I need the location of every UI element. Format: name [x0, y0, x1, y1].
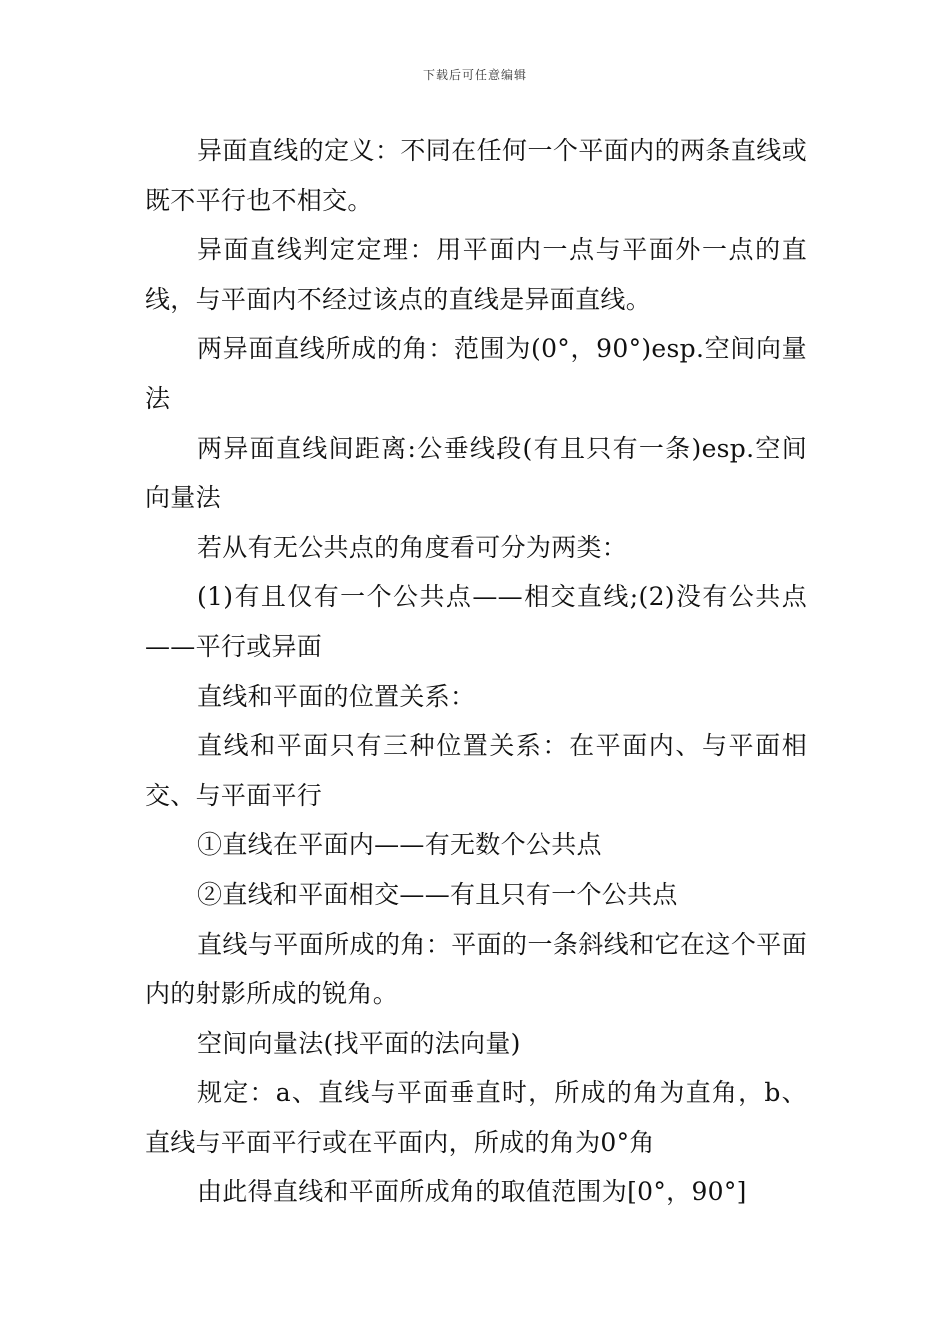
paragraph-line-plane-heading: 直线和平面的位置关系：: [197, 681, 476, 711]
paragraph-line-plane-relations: 直线和平面只有三种位置关系：在平面内、与平面相交、与平面平行: [145, 731, 807, 810]
paragraph-rules: 规定：a、直线与平面垂直时，所成的角为直角，b、直线与平面平行或在平面内，所成的角为0°角: [145, 1078, 807, 1157]
document-body: [145, 126, 807, 1217]
paragraph-classification-intro: 若从有无公共点的角度看可分为两类：: [197, 532, 628, 562]
page-header: 下载后可任意编辑: [422, 68, 527, 82]
paragraph-skew-lines-theorem: 异面直线判定定理：用平面内一点与平面外一点的直线，与平面内不经过该点的直线是异面直线。: [145, 235, 807, 314]
paragraph-angle-range: 由此得直线和平面所成角的取值范围为[0°，90°]: [197, 1177, 747, 1207]
paragraph-skew-lines-definition: 异面直线的定义：不同在任何一个平面内的两条直线或既不平行也不相交。: [145, 136, 807, 215]
paragraph-classification-cases: (1)有且仅有一个公共点——相交直线;(2)没有公共点——平行或异面: [145, 582, 807, 661]
paragraph-vector-method: 空间向量法(找平面的法向量): [197, 1028, 521, 1058]
paragraph-skew-lines-angle: 两异面直线所成的角：范围为(0°，90°)esp.空间向量法: [145, 334, 807, 413]
paragraph-skew-lines-distance: 两异面直线间距离:公垂线段(有且只有一条)esp.空间向量法: [145, 433, 807, 513]
paragraph-line-intersects-plane: ②直线和平面相交——有且只有一个公共点: [197, 879, 678, 909]
paragraph-line-in-plane: ①直线在平面内——有无数个公共点: [197, 830, 602, 860]
paragraph-line-plane-angle: 直线与平面所成的角：平面的一条斜线和它在这个平面内的射影所成的锐角。: [145, 929, 807, 1009]
